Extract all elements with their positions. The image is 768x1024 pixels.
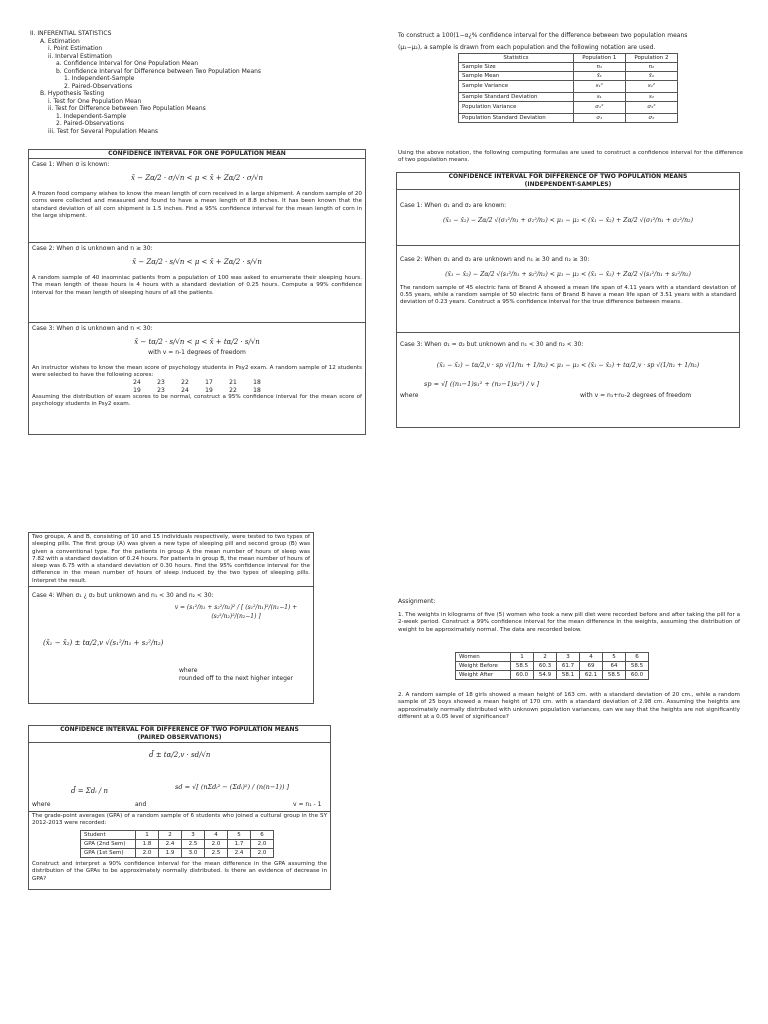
table-cell: 2.4	[228, 849, 251, 858]
outline-item: i. Test for One Population Mean	[48, 97, 142, 105]
two-indep-case3	[397, 333, 739, 404]
table-cell: σ₂	[625, 114, 677, 123]
outline-item: A. Estimation	[40, 37, 80, 45]
table-cell: 2.4	[159, 840, 182, 849]
table-cell: σ₁	[573, 114, 625, 123]
table-cell: s₂	[625, 93, 677, 102]
table-header: Statistics	[459, 54, 574, 63]
outline-item: b. Confidence Interval for Difference between Two Population Means	[56, 67, 262, 75]
where-label: where	[32, 800, 51, 808]
table-cell: 62.1	[580, 671, 603, 680]
score-cell: 22	[229, 386, 237, 394]
case3-problem: An instructor wishes to know the mean score of psychology students in Psy2 exam. A random sample of 12 students were selected to have the following scores:	[32, 364, 362, 378]
table-row	[81, 849, 274, 858]
table-cell: 2.0	[251, 840, 274, 849]
score-cell: 23	[157, 386, 165, 394]
table-cell: Sample Variance	[459, 81, 574, 93]
table-cell: Sample Size	[459, 63, 574, 72]
table-cell: 2.0	[205, 840, 228, 849]
table-cell: s₁²	[573, 81, 625, 93]
scores-row	[32, 379, 362, 387]
table-row	[459, 102, 678, 114]
table-cell: x̄₁	[573, 72, 625, 81]
two-indep-case1	[397, 190, 739, 246]
score-cell: 19	[205, 386, 213, 394]
paired-box	[28, 725, 331, 890]
table-cell: 58.1	[557, 671, 580, 680]
dof-note: with v = n₁+n₂-2 degrees of freedom	[580, 391, 692, 399]
table-cell: n₁	[573, 63, 625, 72]
score-cell: 24	[181, 386, 189, 394]
case2-label: Case 2: When σ₁ and σ₂ are unknown and n₁ ≥ 30 and n₂ ≥ 30:	[400, 255, 590, 263]
table-cell: Weight After	[456, 671, 511, 680]
case4-section	[29, 587, 313, 695]
case1-label: Case 1: When σ is known:	[32, 160, 110, 168]
v-note: v = n₁ - 1	[293, 800, 322, 808]
table-cell: 1.7	[228, 840, 251, 849]
outline-item: iii. Test for Several Population Means	[48, 127, 159, 135]
one-mean-title: CONFIDENCE INTERVAL FOR ONE POPULATION MEAN	[29, 150, 365, 159]
case3-formula: x̄ − tα/2 · s/√n < μ < x̄ + tα/2 · s/√n	[134, 338, 260, 347]
case1-formula: (x̄₁ − x̄₂) − Zα/2 √(σ₁²/n₁ + σ₂²/n₂) < μ₁ − μ₂ < (x̄₁ − x̄₂) + Zα/2 √(σ₁²/n₁ + σ₂²/n₂)	[442, 217, 693, 225]
table-cell: Population Standard Deviation	[459, 114, 574, 123]
table-cell: 58.5	[603, 671, 626, 680]
one-mean-case2	[29, 243, 365, 323]
table-cell: Sample Standard Deviation	[459, 93, 574, 102]
score-cell: 17	[205, 379, 213, 387]
table-cell: 58.5	[626, 662, 649, 671]
table-cell: 1.8	[136, 840, 159, 849]
two-indep-case2	[397, 246, 739, 333]
paired-formula: d̄ ± tα/2,v · sd/√n	[149, 750, 211, 759]
outline-item: B. Hypothesis Testing	[40, 90, 105, 97]
table-cell: s₁	[573, 93, 625, 102]
table-cell: 69	[580, 662, 603, 671]
sd-formula: sd = √[ (nΣdᵢ² − (Σdᵢ)²) / (n(n−1)) ]	[175, 782, 290, 791]
score-cell: 21	[229, 379, 237, 387]
table-cell: 2.5	[205, 849, 228, 858]
table-row	[456, 671, 649, 680]
table-cell: 58.5	[511, 662, 534, 671]
table-cell: x̄₂	[625, 72, 677, 81]
scores-row	[32, 387, 362, 395]
weight-table	[455, 652, 649, 680]
table-row	[456, 653, 649, 662]
table-row	[81, 840, 274, 849]
table-cell: 5	[603, 653, 626, 662]
one-mean-case1	[29, 159, 365, 243]
table-cell: 2	[534, 653, 557, 662]
table-cell: 61.7	[557, 662, 580, 671]
table-cell: σ₂²	[625, 102, 677, 114]
table-cell: n₂	[625, 63, 677, 72]
case3-label: Case 3: When σ is unknown and n < 30:	[32, 324, 153, 332]
outline-item: a. Confidence Interval for One Population Mean	[56, 60, 199, 67]
outline	[30, 30, 360, 135]
table-row	[459, 93, 678, 102]
table-cell: Women	[456, 653, 511, 662]
score-cell: 22	[181, 379, 189, 387]
one-mean-case3	[29, 323, 365, 411]
two-indep-title	[397, 173, 739, 190]
table-cell: 1.9	[159, 849, 182, 858]
score-cell: 18	[253, 386, 261, 394]
table-row	[456, 662, 649, 671]
table-cell: 54.9	[534, 671, 557, 680]
case2-formula: x̄ − Zα/2 · s/√n < μ < x̄ + Zα/2 · s/√n	[132, 258, 262, 267]
table-cell: 2.0	[136, 849, 159, 858]
table-row	[459, 72, 678, 81]
table-cell: 64	[603, 662, 626, 671]
table-cell: 2.5	[182, 840, 205, 849]
outline-item: II. INFERENTIAL STATISTICS	[30, 30, 112, 37]
dbar-formula: d̄ = Σdᵢ / n	[71, 786, 108, 795]
table-cell: 1	[136, 831, 159, 840]
score-cell: 24	[133, 379, 141, 387]
assignment-q1: 1. The weights in kilograms of five (5) women who took a new pill diet were recorded before and after taking the pill for a 2-week period. Construct a 99% confidence interval for the mean difference in the weights, assuming the distribution of weight to be approximately normal. The data are recorded below.	[398, 612, 740, 633]
table-cell: 6	[626, 653, 649, 662]
outline-item: 2. Paired-Observations	[56, 120, 125, 127]
table-cell: Population Variance	[459, 102, 574, 114]
score-cell: 23	[157, 379, 165, 387]
table-cell: s₂²	[625, 81, 677, 93]
sleep-problem: Two groups, A and B, consisting of 10 and 15 individuals respectively, were tested to two types of sleeping pills. The first group (A) was given a new type of sleeping pill and second group (B) was given a conventional type. For the patients in group A the mean number of hours of sleep was 7.82 with a standard deviation of 0.24 hours. For patients in group B, the mean number of hours of sleep was 6.75 with a standard deviation of 0.30 hours. Find the 95% confidence interval for the difference in the mean number of hours of sleep induced by the two types of sleeping pills. Interpret the result.	[29, 533, 313, 587]
table-cell: 2.0	[251, 849, 274, 858]
outline-item: 1. Independent-Sample	[64, 75, 135, 82]
table-cell: 5	[228, 831, 251, 840]
and-label: and	[135, 800, 147, 808]
case4-box	[28, 532, 314, 704]
table-row	[459, 114, 678, 123]
score-cell: 19	[133, 386, 141, 394]
table-cell: 1	[511, 653, 534, 662]
case3-formula: (x̄₁ − x̄₂) − tα/2,v · sp √(1/n₁ + 1/n₂) < μ₁ − μ₂ < (x̄₁ − x̄₂) + tα/2,v · sp √(1/n₁ + 1/n₂)	[436, 362, 700, 370]
two-indep-title-line1: CONFIDENCE INTERVAL FOR DIFFERENCE OF TWO POPULATION MEANS	[448, 173, 688, 180]
table-cell: 3	[557, 653, 580, 662]
case4-formula: (x̄₁ − x̄₂) ± tα/2,v √(s₁²/n₁ + s₂²/n₂)	[43, 638, 164, 647]
paired-problem-question: Construct and interpret a 90% confidence interval for the mean difference in the GPA assuming the distribution of the GPAs to be approximately normally distributed. Is there an evidence of decrease in GPA?	[32, 861, 327, 882]
two-indep-title-line2: (INDEPENDENT-SAMPLES)	[524, 180, 612, 188]
outline-item: i. Point Estimation	[48, 45, 103, 52]
rounded-note: rounded off to the next higher integer	[179, 674, 294, 682]
table-cell: Student	[81, 831, 136, 840]
table-cell: σ₁²	[573, 102, 625, 114]
where-label: where	[179, 666, 198, 674]
case4-label: Case 4: When σ₁ ¿ σ₂ but unknown and n₁ < 30 and n₂ < 30:	[32, 591, 214, 599]
notation-table	[458, 53, 678, 123]
table-cell: 4	[205, 831, 228, 840]
paired-title-line2: (PAIRED OBSERVATIONS)	[137, 733, 222, 741]
case3-dof-note: with v = n-1 degrees of freedom	[148, 349, 246, 357]
case3-problem-cont: Assuming the distribution of exam scores to be normal, construct a 95% confidence interval for the mean score of psychology students in Psy2 exam.	[32, 394, 362, 408]
case2-problem: The random sample of 45 electric fans of Brand A showed a mean life span of 4.11 years with a standard deviation of 0.55 years, while a random sample of 50 electric fans of Brand B have a mean life span of 3.51 years with a standard deviation of 0.23 years. Construct a 95% confidence interval for the true difference between means.	[400, 284, 736, 306]
two-indep-box	[396, 172, 740, 428]
table-cell: 2	[159, 831, 182, 840]
case3-label: Case 3: When σ₁ = σ₂ but unknown and n₁ < 30 and n₂ < 30:	[400, 340, 584, 348]
outline-item: 1. Independent-Sample	[56, 112, 127, 120]
table-row	[459, 54, 678, 63]
table-cell: Sample Mean	[459, 72, 574, 81]
paired-title	[29, 726, 330, 743]
assignment-q2: 2. A random sample of 18 girls showed a mean height of 163 cm. with a standard deviation of 20 cm., while a random sample of 25 boys showed a mean height of 170 cm. with a standard deviation of 2.98 cm. Assuming the heights are approximately normally distributed with unknown population variances, can we say that the heights are not significantly different at a 0.05 level of significance?	[398, 692, 740, 720]
table-cell: 60.0	[626, 671, 649, 680]
table-header: Population 2	[625, 54, 677, 63]
outline-item: ii. Test for Difference between Two Population Means	[48, 105, 206, 112]
intro-line2: (μ₁−μ₂), a sample is drawn from each population and the following notation are used.	[398, 44, 656, 51]
case1-formula: x̄ − Zα/2 · σ/√n < μ < x̄ + Zα/2 · σ/√n	[130, 174, 264, 183]
gpa-table	[80, 830, 274, 858]
table-cell: 3	[182, 831, 205, 840]
table-row	[459, 81, 678, 93]
paired-title-line1: CONFIDENCE INTERVAL FOR DIFFERENCE OF TWO POPULATION MEANS	[60, 726, 299, 733]
table-cell: 4	[580, 653, 603, 662]
case2-label: Case 2: When σ is unknown and n ≥ 30:	[32, 244, 153, 252]
table-cell: 3.0	[182, 849, 205, 858]
case2-problem: A random sample of 40 insomniac patients from a population of 100 was asked to enumerate their sleeping hours. The mean length of these hours is 4 hours with a standard deviation of 0.25 hours. Compute a 99% confidence interval for the mean length of sleeping hours of all the patients.	[32, 275, 362, 296]
table-cell: 6	[251, 831, 274, 840]
one-mean-box	[28, 149, 366, 435]
v-formula: v = (s₁²/n₁ + s₂²/n₂)² / [ (s₁²/n₁)²/(n₁−1) + (s₂²/n₂)²/(n₂−1) ]	[174, 603, 298, 621]
case1-label: Case 1: When σ₁ and σ₂ are known:	[400, 201, 507, 209]
sp-formula: sp = √[ ((n₁−1)s₁² + (n₂−1)s₂²) / v ]	[424, 379, 540, 388]
table-cell: 60.0	[511, 671, 534, 680]
assignment-title: Assignment:	[398, 598, 436, 605]
outline-item: 2. Paired-Observations	[64, 82, 133, 90]
table-row	[459, 63, 678, 72]
table-cell: GPA (2nd Sem)	[81, 840, 136, 849]
case1-problem: A frozen food company wishes to know the mean length of corn received in a large shipment. A random sample of 20 corns were collected and measured and found to have a mean length of 8.8 inches. It has been known that the standard deviation of all corn shipment is 1.5 inches. Find a 95% confidence interval for the mean length of corn in the large shipment.	[32, 191, 362, 219]
case2-formula: (x̄₁ − x̄₂) − Zα/2 √(s₁²/n₁ + s₂²/n₂) < μ₁ − μ₂ < (x̄₁ − x̄₂) + Zα/2 √(s₁²/n₁ + s₂²/n₂)	[445, 271, 691, 279]
intro-line1: To construct a 100(1−α¿% confidence interval for the difference between two population means	[398, 32, 688, 39]
table-header: Population 1	[573, 54, 625, 63]
table-cell: GPA (1st Sem)	[81, 849, 136, 858]
table-cell: 60.3	[534, 662, 557, 671]
intro-using: Using the above notation, the following computing formulas are used to construct a confidence interval for the difference of two population means.	[398, 150, 743, 164]
table-cell: Weight Before	[456, 662, 511, 671]
paired-problem	[29, 811, 330, 884]
where-label: where	[400, 391, 419, 399]
score-cell: 18	[253, 379, 261, 387]
outline-item: ii. Interval Estimation	[48, 52, 112, 60]
paired-problem-text: The grade-point averages (GPA) of a random sample of 6 students who joined a cultural group in the SY 2012-2013 were recorded:	[32, 812, 327, 826]
table-row	[81, 831, 274, 840]
